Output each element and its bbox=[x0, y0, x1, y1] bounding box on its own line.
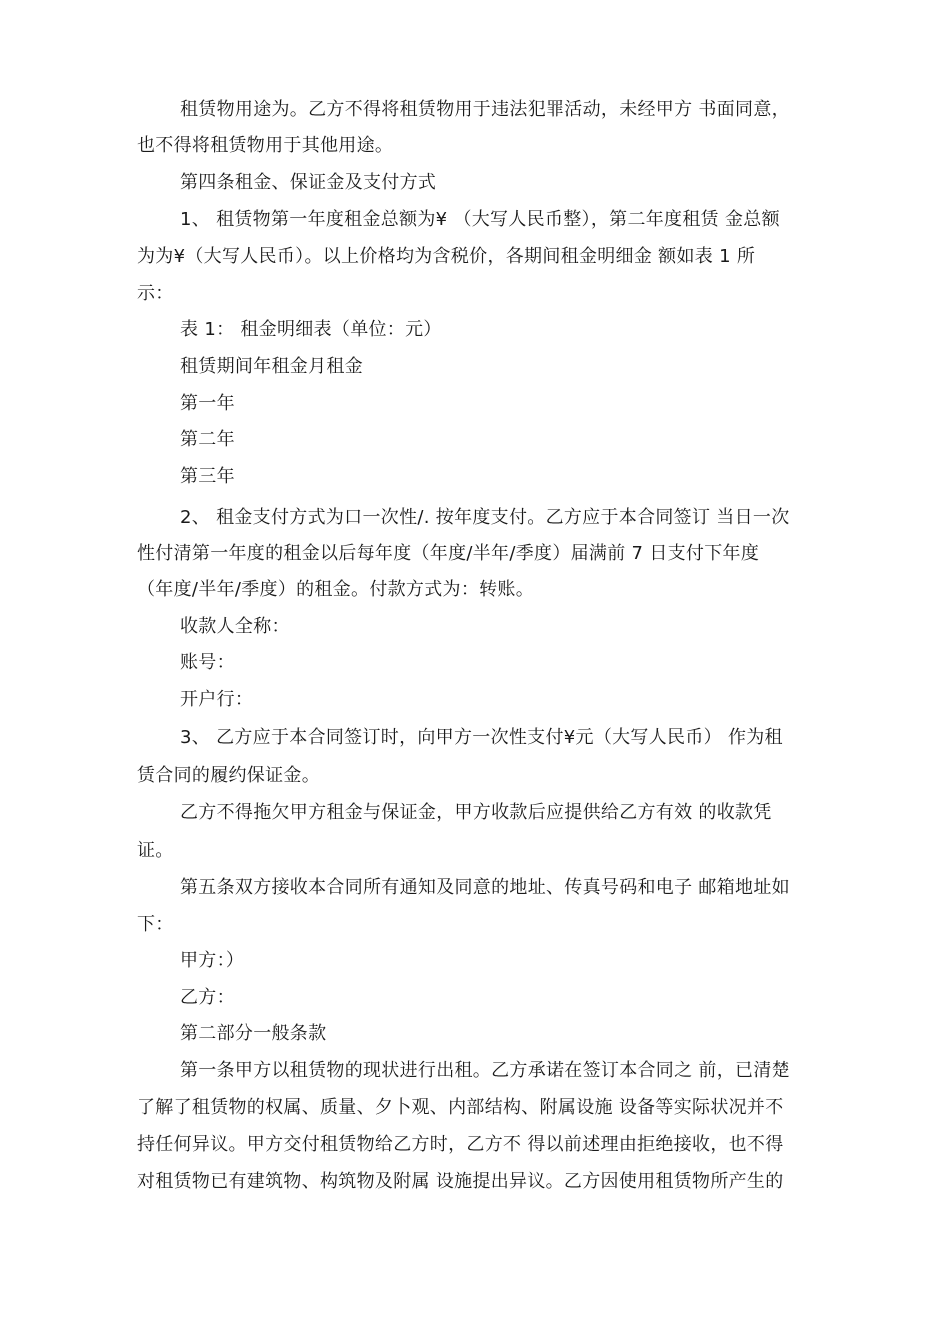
paragraph-line: 赁合同的履约保证金。 bbox=[137, 765, 320, 786]
table-row: 第三年 bbox=[180, 466, 235, 487]
paragraph-line: 为为¥（大写人民币）。以上价格均为含税价，各期间租金明细金 额如表 1 所 bbox=[137, 246, 756, 267]
table-header: 租赁期间年租金月租金 bbox=[180, 356, 363, 377]
paragraph-line: 性付清第一年度的租金以后每年度（年度/半年/季度）届满前 7 日支付下年度 bbox=[137, 543, 760, 564]
paragraph-line: 2、 租金支付方式为口一次性/. 按年度支付。乙方应于本合同签订 当日一次 bbox=[180, 507, 790, 528]
paragraph-line: （年度/半年/季度）的租金。付款方式为：转账。 bbox=[137, 579, 535, 600]
table-row: 第一年 bbox=[180, 393, 235, 414]
paragraph-line: 了解了租赁物的权属、质量、夕卜观、内部结构、附属设施 设备等实际状况并不 bbox=[137, 1097, 784, 1118]
paragraph-line: 对租赁物已有建筑物、构筑物及附属 设施提出异议。乙方因使用租赁物所产生的 bbox=[137, 1171, 784, 1192]
paragraph-line: 第一条甲方以租赁物的现状进行出租。乙方承诺在签订本合同之 前，已清楚 bbox=[180, 1060, 790, 1081]
paragraph-line: 持任何异议。甲方交付租赁物给乙方时，乙方不 得以前述理由拒绝接收，也不得 bbox=[137, 1134, 784, 1155]
party-label: 乙方： bbox=[180, 987, 235, 1008]
paragraph-line: 1、 租赁物第一年度租金总额为¥ （大写人民币整），第二年度租赁 金总额 bbox=[180, 209, 780, 230]
paragraph-line: 租赁物用途为。乙方不得将租赁物用于违法犯罪活动，未经甲方 书面同意， bbox=[180, 99, 790, 120]
form-field-label: 开户行： bbox=[180, 689, 254, 710]
section-heading: 第四条租金、保证金及支付方式 bbox=[180, 172, 437, 193]
table-row: 第二年 bbox=[180, 429, 235, 450]
paragraph-line: 也不得将租赁物用于其他用途。 bbox=[137, 135, 394, 156]
section-heading: 第五条双方接收本合同所有通知及同意的地址、传真号码和电子 邮箱地址如 bbox=[180, 877, 790, 898]
paragraph-line: 下： bbox=[137, 914, 174, 935]
paragraph-line: 证。 bbox=[137, 840, 174, 861]
party-label: 甲方：） bbox=[180, 950, 245, 971]
form-field-label: 账号： bbox=[180, 652, 235, 673]
form-field-label: 收款人全称： bbox=[180, 616, 290, 637]
paragraph-line: 示： bbox=[137, 283, 174, 304]
paragraph-line: 3、 乙方应于本合同签订时，向甲方一次性支付¥元（大写人民币） 作为租 bbox=[180, 727, 783, 748]
part-heading: 第二部分一般条款 bbox=[180, 1023, 327, 1044]
paragraph-line: 乙方不得拖欠甲方租金与保证金，甲方收款后应提供给乙方有效 的收款凭 bbox=[180, 802, 772, 823]
table-caption: 表 1： 租金明细表（单位：元） bbox=[180, 319, 442, 340]
